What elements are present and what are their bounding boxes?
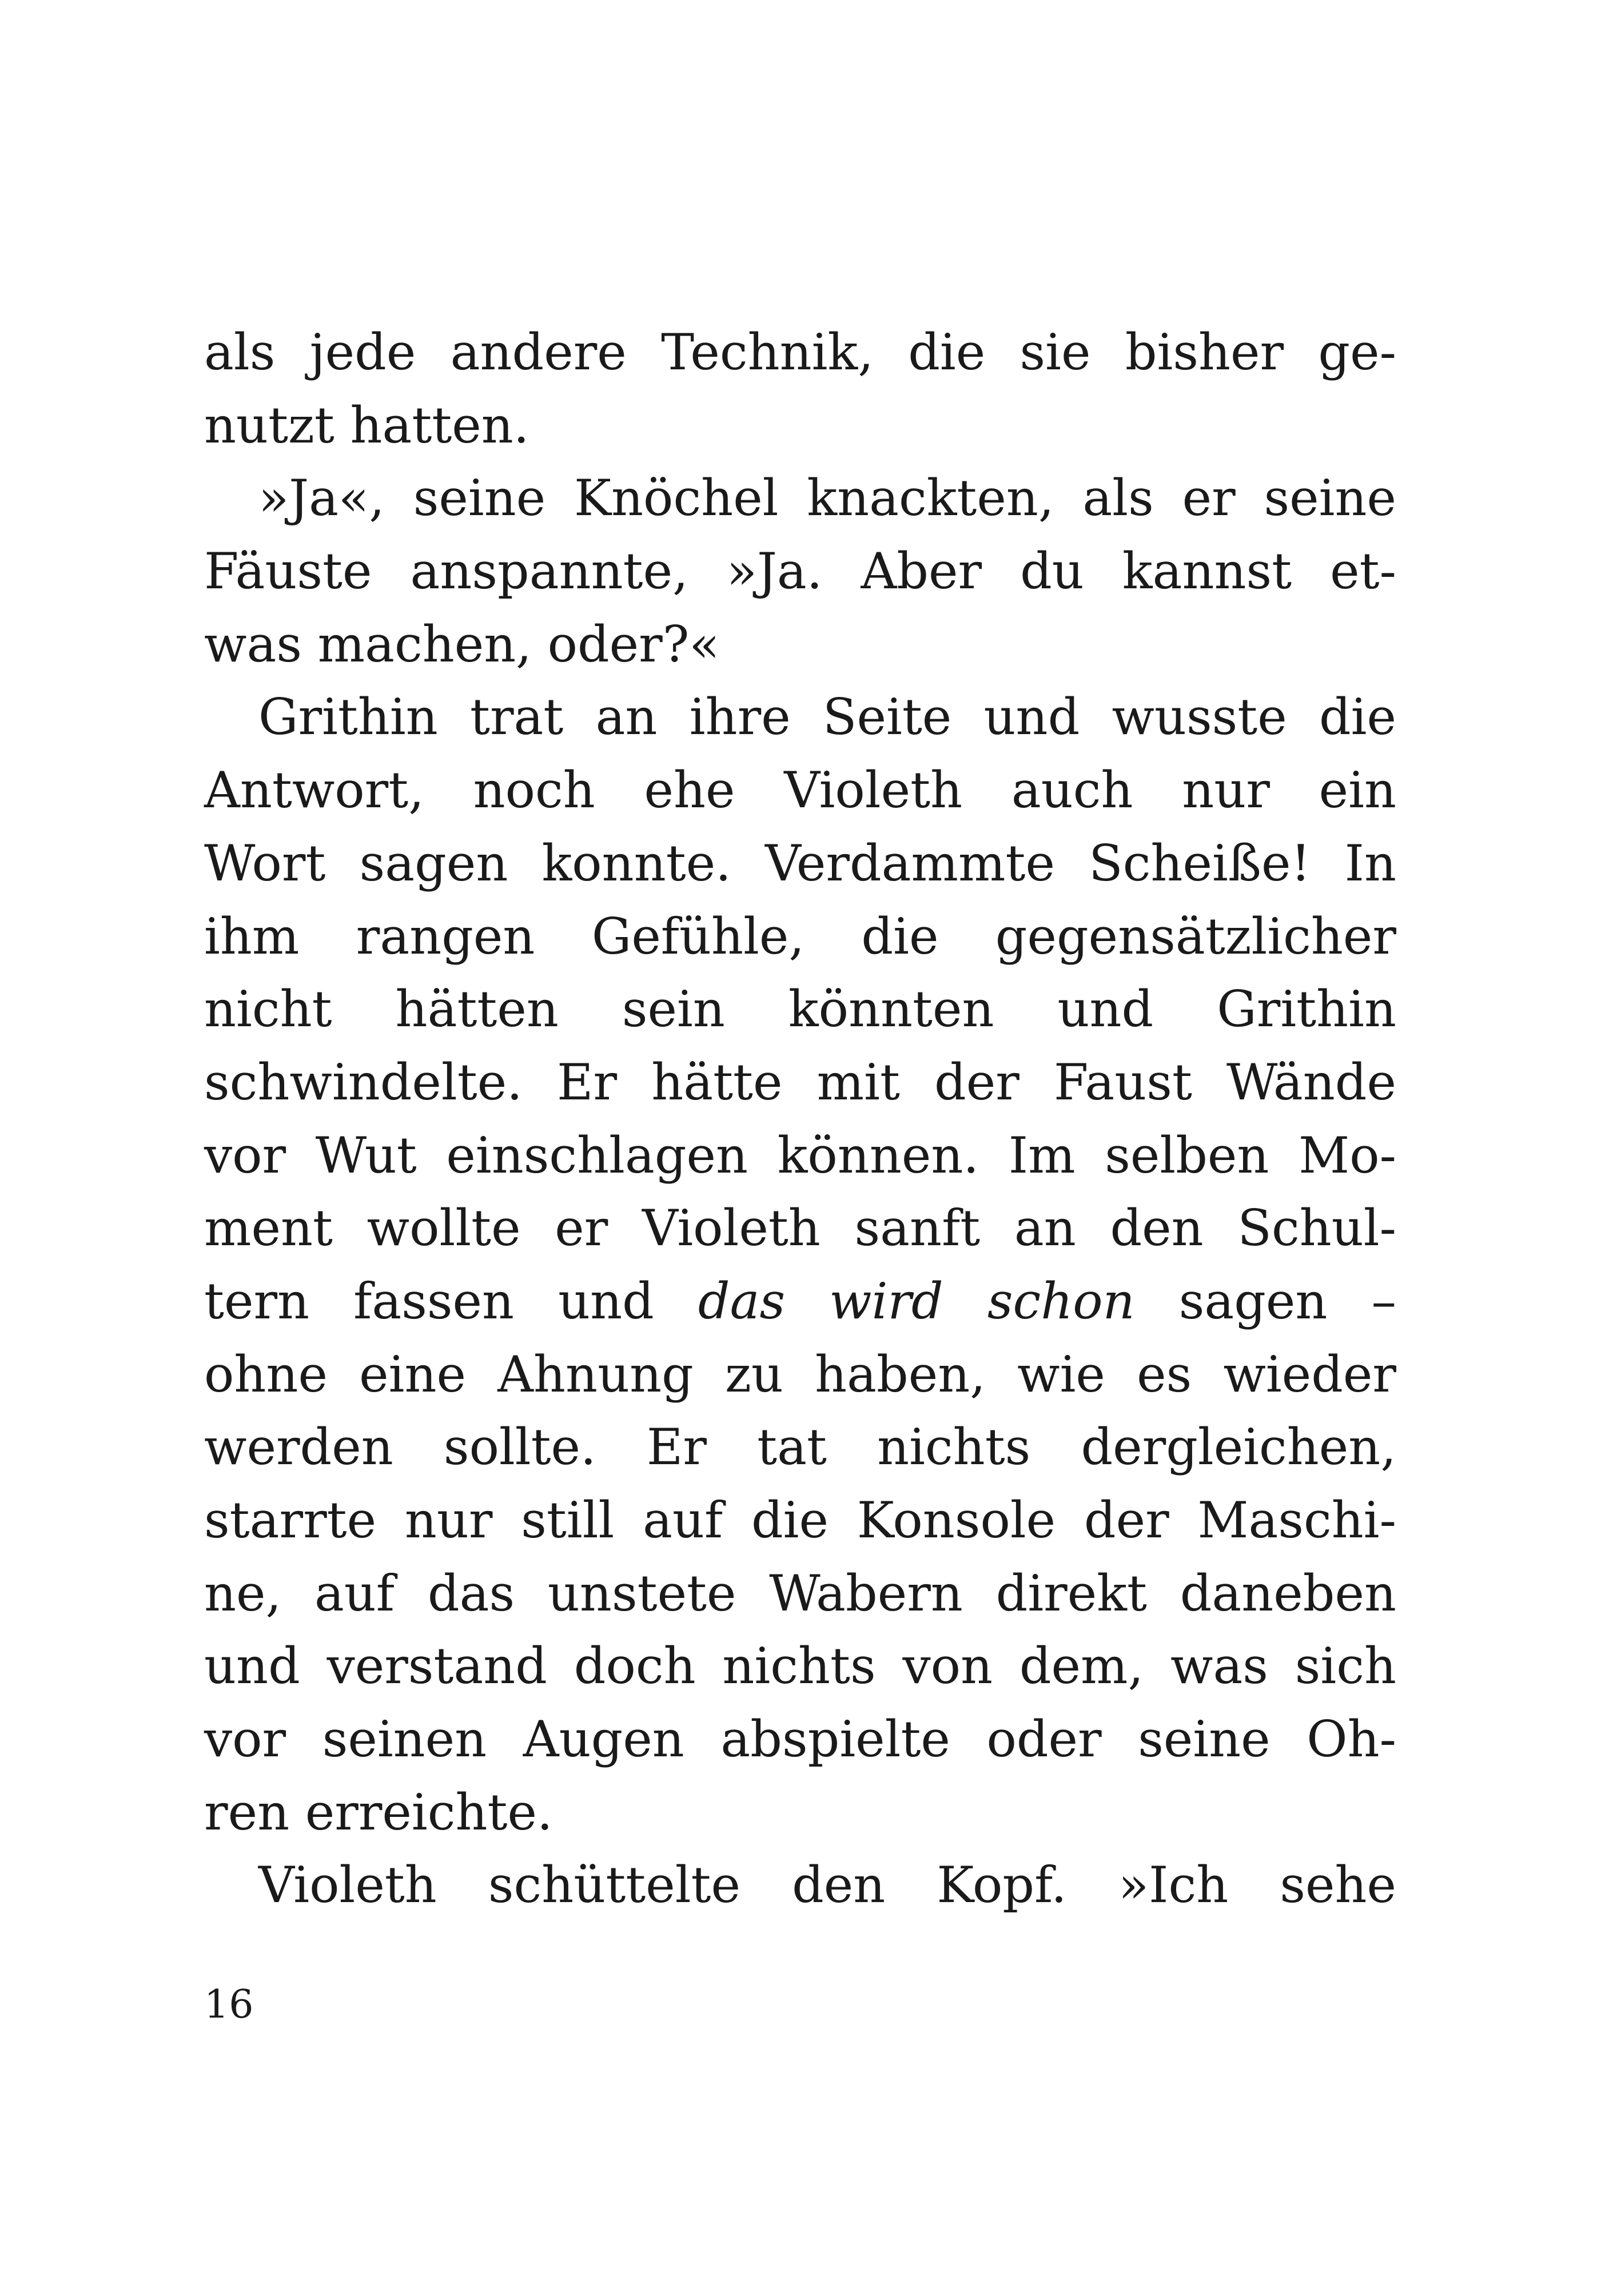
text-line: »Ja«, seine Knöchel knackten, als er seine (258, 469, 1396, 528)
text-line: und verstand doch nichts von dem, was sich (204, 1637, 1396, 1696)
text-line: starrte nur still auf die Konsole der Maschi- (204, 1491, 1396, 1549)
text-segment: sagen – (1134, 1271, 1396, 1330)
text-line: nicht hätten sein könnten und Grithin (204, 980, 1396, 1039)
body-text (204, 316, 1396, 1922)
text-line: ment wollte er Violeth sanft an den Schul- (204, 1199, 1396, 1258)
text-line: vor seinen Augen abspielte oder seine Oh- (204, 1710, 1396, 1769)
italic-phrase: das wird schon (698, 1271, 1135, 1330)
text-line: Violeth schüttelte den Kopf. »Ich sehe (258, 1856, 1396, 1915)
text-line: vor Wut einschlagen können. Im selben Mo- (204, 1126, 1396, 1185)
text-line: was machen, oder?« (204, 615, 720, 673)
text-line: Antwort, noch ehe Violeth auch nur ein (204, 761, 1396, 820)
text-line: ren erreichte. (204, 1783, 553, 1841)
text-line: ohne eine Ahnung zu haben, wie es wieder (204, 1345, 1396, 1404)
text-line: werden sollte. Er tat nichts dergleichen, (204, 1418, 1396, 1477)
text-line: schwindelte. Er hätte mit der Faust Wände (204, 1053, 1396, 1111)
page-number: 16 (204, 1982, 254, 2027)
text-segment: tern fassen und (204, 1271, 698, 1330)
text-line: Wort sagen konnte. Verdammte Scheiße! In (204, 834, 1396, 892)
text-line: ne, auf das unstete Wabern direkt daneben (204, 1564, 1396, 1623)
text-line: ihm rangen Gefühle, die gegensätzlicher (204, 907, 1396, 966)
text-line: nutzt hatten. (204, 396, 529, 455)
text-line: als jede andere Technik, die sie bisher ge- (204, 323, 1396, 381)
text-line (204, 1265, 1396, 1338)
text-line: Grithin trat an ihre Seite und wusste die (258, 688, 1396, 747)
text-line: Fäuste anspannte, »Ja. Aber du kannst et- (204, 542, 1396, 601)
